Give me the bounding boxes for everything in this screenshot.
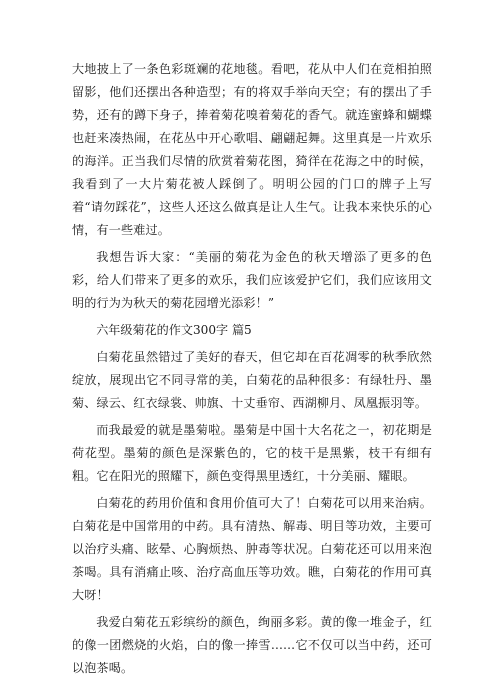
paragraph-6: 我爱白菊花五彩缤纷的颜色，绚丽多彩。黄的像一堆金子，红的像一团燃烧的火焰，白的像一捧雪……它不仅可以当中药，还可以泡茶喝。 [72,615,432,675]
paragraph-2: 我想告诉大家：“美丽的菊花为金色的秋天增添了更多的色彩，给人们带来了更多的欢乐，我们应该爱护它们，我们应该用文明的行为为秋天的菊花园增光添彩！” [72,250,432,310]
paragraph-1: 大地披上了一条色彩斑斓的花地毯。看吧，花从中人们在竞相拍照留影，他们还摆出各种造型；有的将双手举向天空；有的摆出了手势，还有的蹲下身子，捧着菊花嗅着菊花的香气。就连蜜蜂和蝴蝶也赶来凑热闹，在花丛中开心歌唱、翩翩起舞。这里真是一片欢乐的海洋。正当我们尽情的欣赏着菊花图，猗徉在花海之中的时候，我看到了一大片菊花被人踩倒了。明明公园的门口的牌子上写着“请勿踩花”，这些人还这么做真是让人生气。让我本来快乐的心情，有一些难过。 [72,62,432,237]
paragraph-4: 而我最爱的就是墨菊啦。墨菊是中国十大名花之一，初花期是荷花型。墨菊的颜色是深紫色的，它的枝干是黑紫，枝干有细有粗。它在阳光的照耀下，颜色变得黑里透红，十分美丽、耀眼。 [72,423,432,483]
paragraph-5: 白菊花的药用价值和食用价值可大了！白菊花可以用来治病。白菊花是中国常用的中药。具有清热、解毒、明目等功效，主要可以治疗头痛、眩晕、心胸烦热、肿毒等状况。白菊花还可以用来泡茶喝。具有消痛止咳、治疗高血压等功效。瞧，白菊花的作用可真大呀！ [72,496,432,602]
document-page [72,58,432,684]
paragraph-3: 白菊花虽然错过了美好的春天，但它却在百花凋零的秋季欣然绽放，展现出它不同寻常的美，白菊花的品种很多：有绿牡丹、墨菊、绿云、红衣绿裳、帅旗、十丈垂帘、西湖柳月、凤凰振羽等。 [72,350,432,410]
section-heading: 六年级菊花的作文300字 篇5 [96,323,252,337]
